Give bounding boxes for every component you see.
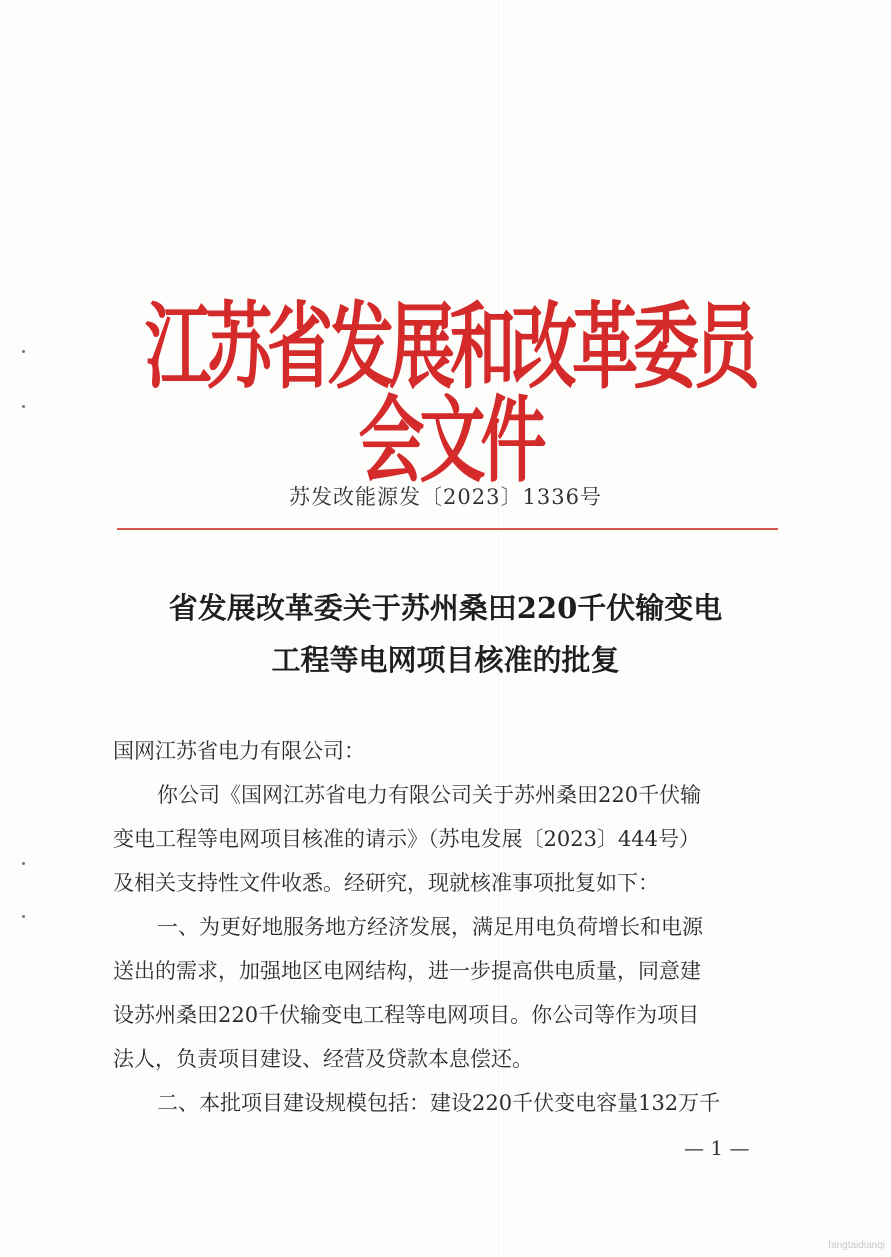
document-title-line-2: 工程等电网项目核准的批复 — [271, 643, 620, 677]
scan-margin-mark — [22, 915, 25, 918]
body-line: 变电工程等电网项目核准的请示》（苏电发展〔2023〕444号） — [113, 827, 701, 851]
body-line: 设苏州桑田220千伏输变电工程等电网项目。你公司等作为项目 — [113, 1003, 700, 1027]
document-title-line-1: 省发展改革委关于苏州桑田220千伏输变电 — [168, 591, 723, 625]
body-line: 二、本批项目建设规模包括：建设220千伏变电容量132万千 — [157, 1091, 721, 1115]
document-title — [100, 582, 791, 686]
addressee: 国网江苏省电力有限公司： — [113, 739, 365, 763]
page-number: — 1 — — [684, 1136, 750, 1160]
body-line: 一、为更好地服务地方经济发展，满足用电负荷增长和电源 — [157, 915, 703, 939]
body-line: 及相关支持性文件收悉。经研究，现就核准事项批复如下： — [113, 871, 659, 895]
scan-margin-mark — [22, 405, 25, 408]
masthead-title: 江苏省发展和改革委员会文件 — [145, 291, 755, 496]
body-line: 法人，负责项目建设、经营及贷款本息偿还。 — [113, 1047, 533, 1071]
body-line: 你公司《国网江苏省电力有限公司关于苏州桑田220千伏输 — [157, 783, 702, 807]
scan-margin-mark — [22, 862, 25, 865]
body-line: 送出的需求，加强地区电网结构，进一步提高供电质量，同意建 — [113, 959, 701, 983]
watermark: fangtaidianqi — [828, 1240, 885, 1251]
scan-margin-mark — [22, 350, 25, 353]
body-text — [113, 773, 793, 1125]
red-separator-line — [117, 528, 778, 530]
document-number: 苏发改能源发〔2023〕1336号 — [289, 485, 602, 509]
